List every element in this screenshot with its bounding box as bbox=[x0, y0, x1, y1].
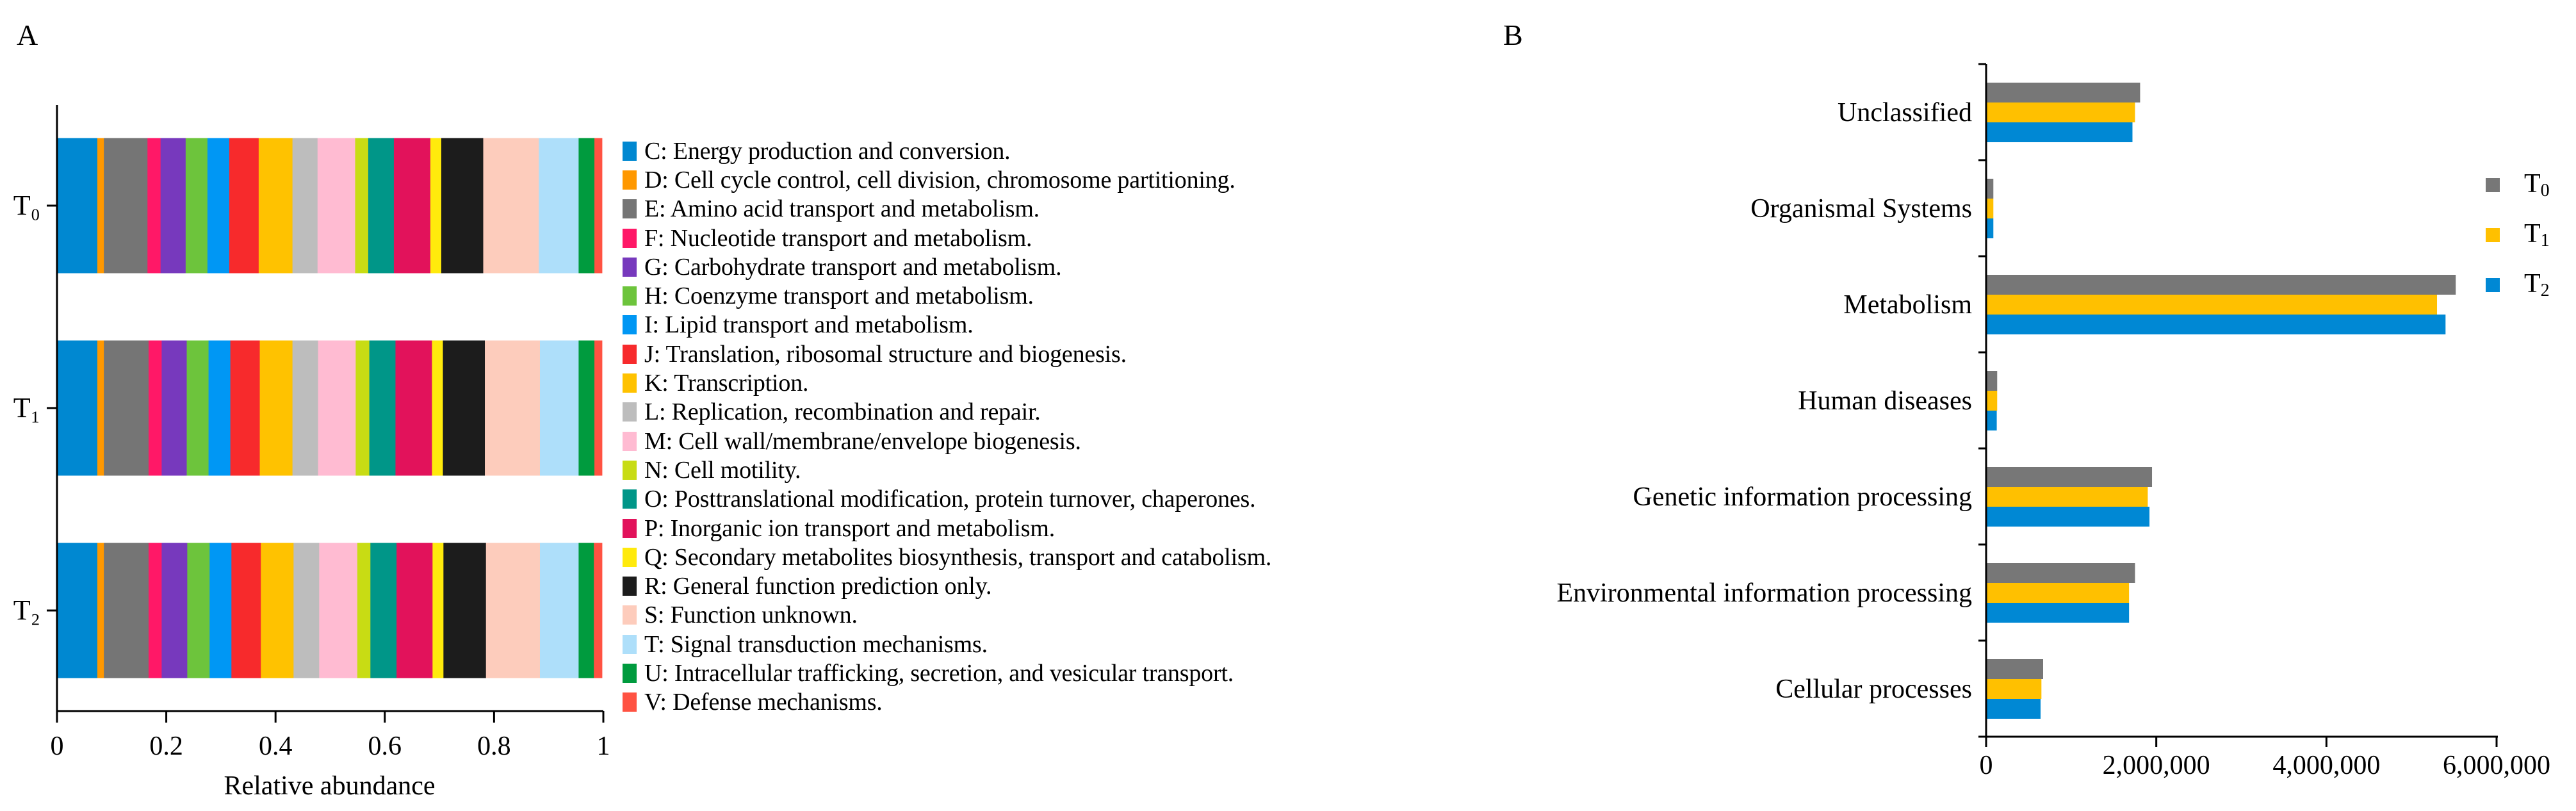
bar-segment-t-1 bbox=[540, 341, 579, 476]
bar-segment-v-0 bbox=[594, 138, 602, 274]
bar-segment-i-1 bbox=[209, 341, 231, 476]
chart-a-legend bbox=[623, 136, 1271, 717]
bar-segment-v-2 bbox=[594, 543, 602, 678]
bar-t2-4 bbox=[1986, 507, 2149, 527]
legend-label: C: Energy production and conversion. bbox=[644, 137, 1011, 165]
bar-segment-f-2 bbox=[149, 543, 162, 678]
legend-swatch bbox=[623, 664, 637, 683]
bar-t0-3 bbox=[1986, 371, 1997, 391]
legend-item-t1 bbox=[2486, 210, 2550, 260]
bar-segment-i-2 bbox=[209, 543, 231, 678]
x-tick-label: 0 bbox=[1979, 751, 1993, 780]
bar-segment-d-0 bbox=[97, 138, 104, 274]
bar-segment-h-0 bbox=[186, 138, 208, 274]
legend-item-p bbox=[623, 514, 1271, 543]
bar-t2-1 bbox=[1986, 218, 1993, 238]
legend-item-n bbox=[623, 455, 1271, 484]
bar-segment-e-0 bbox=[104, 138, 147, 274]
x-tick-label: 2,000,000 bbox=[2102, 751, 2210, 780]
chart-b-legend bbox=[2486, 160, 2550, 310]
legend-swatch bbox=[623, 142, 637, 161]
legend-label: I: Lipid transport and metabolism. bbox=[644, 311, 974, 339]
bar-segment-h-1 bbox=[187, 341, 209, 476]
legend-label: $T_2$ bbox=[2524, 269, 2550, 300]
legend-swatch bbox=[623, 432, 637, 451]
category-label: Metabolism bbox=[1843, 290, 1972, 320]
legend-swatch bbox=[623, 635, 637, 654]
legend-swatch bbox=[623, 345, 637, 364]
bar-segment-o-0 bbox=[368, 138, 394, 274]
bar-segment-o-2 bbox=[370, 543, 396, 678]
legend-label: R: General function prediction only. bbox=[644, 573, 992, 600]
legend-swatch bbox=[623, 692, 637, 712]
bar-segment-e-1 bbox=[104, 341, 149, 476]
bar-segment-c-2 bbox=[57, 543, 97, 678]
legend-item-o bbox=[623, 485, 1271, 514]
legend-swatch bbox=[623, 315, 637, 334]
legend-swatch bbox=[623, 461, 637, 480]
bar-segment-j-0 bbox=[229, 138, 259, 274]
legend-swatch bbox=[623, 402, 637, 422]
legend-label: L: Replication, recombination and repair. bbox=[644, 398, 1041, 426]
legend-swatch bbox=[2486, 278, 2500, 292]
bar-segment-q-1 bbox=[432, 341, 443, 476]
legend-item-e bbox=[623, 195, 1271, 224]
bar-segment-q-2 bbox=[432, 543, 443, 678]
bar-segment-r-2 bbox=[443, 543, 486, 678]
bar-segment-n-0 bbox=[355, 138, 369, 274]
bar-segment-h-2 bbox=[187, 543, 209, 678]
bar-segment-p-2 bbox=[396, 543, 433, 678]
x-tick-label: 0 bbox=[50, 732, 64, 761]
x-tick-label: 1 bbox=[596, 732, 610, 761]
bar-segment-d-1 bbox=[97, 341, 104, 476]
bar-segment-k-1 bbox=[260, 341, 293, 476]
bar-segment-j-2 bbox=[231, 543, 261, 678]
bar-segment-g-0 bbox=[161, 138, 186, 274]
bar-t1-5 bbox=[1986, 583, 2129, 603]
legend-label: P: Inorganic ion transport and metabolism. bbox=[644, 514, 1056, 542]
bar-segment-i-0 bbox=[208, 138, 229, 274]
bar-segment-s-0 bbox=[483, 138, 539, 274]
bar-t2-3 bbox=[1986, 411, 1997, 430]
legend-swatch bbox=[623, 229, 637, 248]
legend-item-f bbox=[623, 224, 1271, 252]
legend-item-t0 bbox=[2486, 160, 2550, 210]
bar-segment-f-0 bbox=[147, 138, 161, 274]
legend-item-q bbox=[623, 543, 1271, 571]
legend-item-t bbox=[623, 630, 1271, 659]
legend-label: F: Nucleotide transport and metabolism. bbox=[644, 224, 1032, 252]
bar-segment-p-1 bbox=[395, 341, 432, 476]
legend-item-t2 bbox=[2486, 260, 2550, 310]
bar-t0-0 bbox=[1986, 83, 2140, 102]
bar-t0-1 bbox=[1986, 179, 1993, 199]
legend-swatch bbox=[623, 170, 637, 190]
bar-segment-m-0 bbox=[318, 138, 355, 274]
legend-label: H: Coenzyme transport and metabolism. bbox=[644, 283, 1034, 310]
panel-a-label: A bbox=[17, 19, 38, 51]
bar-segment-k-2 bbox=[261, 543, 293, 678]
bar-segment-l-1 bbox=[293, 341, 318, 476]
legend-item-g bbox=[623, 252, 1271, 281]
bar-segment-s-2 bbox=[486, 543, 541, 678]
category-label: Unclassified bbox=[1838, 98, 1972, 127]
legend-label: G: Carbohydrate transport and metabolism. bbox=[644, 253, 1062, 281]
bar-t0-4 bbox=[1986, 467, 2152, 487]
bar-segment-l-2 bbox=[293, 543, 319, 678]
legend-label: O: Posttranslational modification, protein turnover, chaperones. bbox=[644, 486, 1256, 513]
legend-label: V: Defense mechanisms. bbox=[644, 689, 883, 716]
bar-t1-6 bbox=[1986, 679, 2041, 699]
bar-t0-6 bbox=[1986, 659, 2043, 679]
legend-label: N: Cell motility. bbox=[644, 456, 801, 484]
bar-t1-3 bbox=[1986, 391, 1997, 411]
legend-label: J: Translation, ribosomal structure and biogenesis. bbox=[644, 340, 1127, 368]
bar-segment-m-1 bbox=[318, 341, 356, 476]
bar-segment-c-0 bbox=[57, 138, 97, 274]
bar-segment-e-2 bbox=[104, 543, 149, 678]
bar-segment-n-1 bbox=[355, 341, 370, 476]
legend-item-j bbox=[623, 340, 1271, 368]
x-tick-label: 0.4 bbox=[258, 732, 293, 761]
bar-t2-2 bbox=[1986, 315, 2445, 334]
legend-item-i bbox=[623, 311, 1271, 340]
legend-label: E: Amino acid transport and metabolism. bbox=[644, 195, 1039, 223]
bar-segment-c-1 bbox=[57, 341, 97, 476]
bar-segment-p-0 bbox=[394, 138, 430, 274]
legend-label: M: Cell wall/membrane/envelope biogenesis. bbox=[644, 427, 1081, 455]
bar-segment-v-1 bbox=[594, 341, 602, 476]
bar-t1-2 bbox=[1986, 295, 2437, 315]
category-label: Cellular processes bbox=[1775, 675, 1972, 704]
legend-swatch bbox=[623, 286, 637, 306]
legend-item-d bbox=[623, 165, 1271, 194]
legend-item-h bbox=[623, 281, 1271, 310]
y-tick-label: T₁ bbox=[13, 392, 40, 423]
category-label: Organismal Systems bbox=[1750, 194, 1972, 224]
legend-swatch bbox=[2486, 228, 2500, 242]
legend-label: $T_1$ bbox=[2524, 219, 2550, 250]
y-tick-label: T₀ bbox=[13, 190, 40, 221]
legend-swatch bbox=[623, 373, 637, 393]
legend-item-l bbox=[623, 398, 1271, 427]
bar-segment-k-0 bbox=[259, 138, 293, 274]
x-tick-label: 0.6 bbox=[368, 732, 402, 761]
x-tick-label: 0.2 bbox=[149, 732, 183, 761]
legend-swatch bbox=[623, 519, 637, 538]
bar-segment-l-0 bbox=[293, 138, 318, 274]
legend-item-v bbox=[623, 688, 1271, 717]
bar-segment-t-0 bbox=[539, 138, 579, 274]
panel-b-label: B bbox=[1503, 19, 1523, 51]
x-tick-label: 0.8 bbox=[477, 732, 511, 761]
legend-label: S: Function unknown. bbox=[644, 602, 858, 629]
bar-segment-t-2 bbox=[540, 543, 579, 678]
bar-segment-m-2 bbox=[319, 543, 357, 678]
legend-swatch bbox=[623, 258, 637, 277]
legend-swatch bbox=[623, 577, 637, 596]
bar-segment-r-1 bbox=[443, 341, 485, 476]
bar-t1-4 bbox=[1986, 487, 2148, 507]
legend-swatch bbox=[623, 548, 637, 567]
bar-t1-1 bbox=[1986, 199, 1993, 218]
bar-segment-g-2 bbox=[161, 543, 187, 678]
bar-segment-d-2 bbox=[97, 543, 104, 678]
bar-t2-5 bbox=[1986, 603, 2129, 623]
bar-segment-g-1 bbox=[161, 341, 187, 476]
legend-item-c bbox=[623, 136, 1271, 165]
bar-segment-r-0 bbox=[441, 138, 484, 274]
bar-segment-o-1 bbox=[370, 341, 396, 476]
category-label: Environmental information processing bbox=[1556, 578, 1972, 608]
legend-swatch bbox=[623, 199, 637, 218]
bar-segment-s-1 bbox=[485, 341, 540, 476]
bar-segment-u-2 bbox=[578, 543, 594, 678]
x-tick-label: 4,000,000 bbox=[2272, 751, 2381, 780]
x-axis-title: Relative abundance bbox=[224, 771, 436, 801]
legend-item-s bbox=[623, 601, 1271, 630]
bar-segment-u-0 bbox=[578, 138, 594, 274]
bar-segment-q-0 bbox=[430, 138, 441, 274]
bar-t0-2 bbox=[1986, 275, 2456, 295]
legend-item-m bbox=[623, 427, 1271, 455]
bar-t2-6 bbox=[1986, 699, 2041, 719]
bar-t0-5 bbox=[1986, 563, 2135, 583]
bar-segment-n-2 bbox=[357, 543, 371, 678]
bar-segment-u-1 bbox=[578, 341, 594, 476]
y-tick-label: T₂ bbox=[13, 594, 40, 626]
legend-label: D: Cell cycle control, cell division, chromosome partitioning. bbox=[644, 166, 1235, 193]
bar-segment-j-1 bbox=[231, 341, 260, 476]
legend-item-k bbox=[623, 368, 1271, 397]
legend-item-u bbox=[623, 659, 1271, 687]
x-tick-label: 6,000,000 bbox=[2443, 751, 2550, 780]
legend-swatch bbox=[623, 489, 637, 509]
legend-label: $T_0$ bbox=[2524, 169, 2550, 201]
legend-label: U: Intracellular trafficking, secretion, and vesicular transport. bbox=[644, 659, 1234, 687]
category-label: Genetic information processing bbox=[1633, 482, 1972, 512]
bar-segment-f-1 bbox=[149, 341, 162, 476]
legend-item-r bbox=[623, 571, 1271, 600]
legend-swatch bbox=[2486, 178, 2500, 192]
bar-t1-0 bbox=[1986, 102, 2135, 122]
legend-label: Q: Secondary metabolites biosynthesis, transport and catabolism. bbox=[644, 543, 1272, 571]
category-label: Human diseases bbox=[1798, 386, 1972, 416]
legend-label: T: Signal transduction mechanisms. bbox=[644, 630, 988, 658]
legend-label: K: Transcription. bbox=[644, 370, 809, 397]
legend-swatch bbox=[623, 605, 637, 625]
bar-t2-0 bbox=[1986, 122, 2132, 142]
